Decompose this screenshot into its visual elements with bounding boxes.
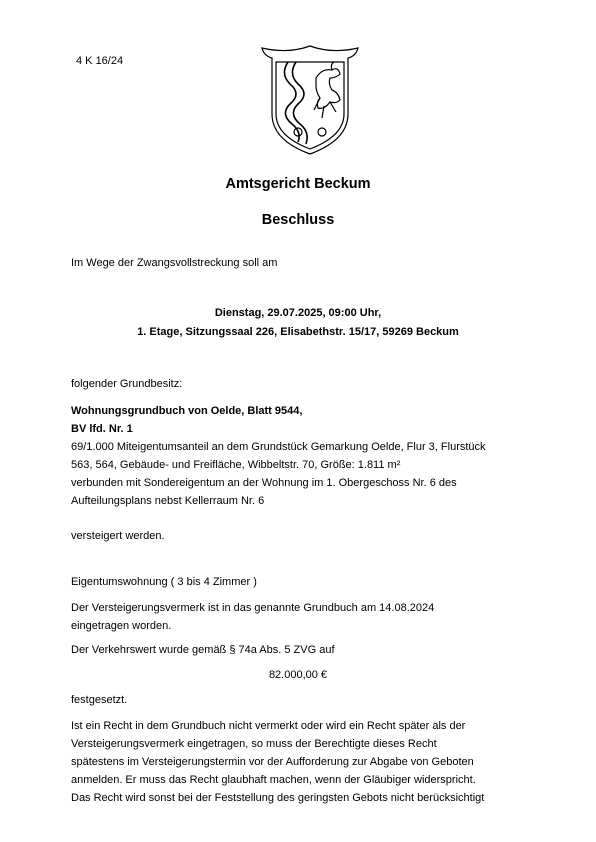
- registration-note: [71, 599, 531, 635]
- rights-notice: [71, 717, 531, 807]
- appointment-location: 1. Etage, Sitzungssaal 226, Elisabethstr. 15/17, 59269 Beckum: [137, 326, 459, 338]
- rights-notice-line: Versteigerungsvermerk eingetragen, so muss der Berechtigte dieses Recht: [71, 738, 437, 750]
- nrw-coat-of-arms-icon: [258, 44, 362, 156]
- rights-notice-line: spätestens im Versteigerungstermin vor der Aufforderung zur Abgabe von Geboten: [71, 756, 474, 768]
- registration-line: Der Versteigerungsvermerk ist in das genannte Grundbuch am 14.08.2024: [71, 602, 435, 614]
- value-intro: Der Verkehrswert wurde gemäß § 74a Abs. 5 ZVG auf: [71, 644, 335, 656]
- property-block: [71, 402, 531, 510]
- rights-notice-line: anmelden. Er muss das Recht glaubhaft machen, wenn der Gläubiger widerspricht.: [71, 774, 476, 786]
- property-description-line: verbunden mit Sondereigentum an der Wohnung im 1. Obergeschoss Nr. 6 des: [71, 477, 457, 489]
- property-intro: folgender Grundbesitz:: [71, 378, 183, 390]
- rights-notice-line: Ist ein Recht in dem Grundbuch nicht vermerkt oder wird ein Recht später als der: [71, 720, 466, 732]
- market-value: 82.000,00 €: [268, 669, 328, 681]
- property-description-line: 69/1.000 Miteigentumsanteil an dem Grundstück Gemarkung Oelde, Flur 3, Flurstück: [71, 441, 486, 453]
- court-name: Amtsgericht Beckum: [225, 176, 371, 192]
- registration-line: eingetragen worden.: [71, 620, 172, 632]
- property-description-line: 563, 564, Gebäude- und Freifläche, Wibbeltstr. 70, Größe: 1.811 m²: [71, 459, 401, 471]
- register-title: Wohnungsgrundbuch von Oelde, Blatt 9544,: [71, 405, 303, 417]
- appointment-date: Dienstag, 29.07.2025, 09:00 Uhr,: [214, 307, 382, 319]
- case-number: 4 K 16/24: [76, 55, 124, 67]
- document-type: Beschluss: [261, 212, 335, 228]
- value-outro: festgesetzt.: [71, 694, 128, 706]
- rights-notice-line: Das Recht wird sonst bei der Feststellung des geringsten Gebots nicht berücksichtigt: [71, 792, 485, 804]
- object-type: Eigentumswohnung ( 3 bis 4 Zimmer ): [71, 576, 257, 588]
- auction-line: versteigert werden.: [71, 530, 165, 542]
- bv-number: BV lfd. Nr. 1: [71, 423, 133, 435]
- intro-text: Im Wege der Zwangsvollstreckung soll am: [71, 257, 278, 269]
- property-description-line: Aufteilungsplans nebst Kellerraum Nr. 6: [71, 495, 265, 507]
